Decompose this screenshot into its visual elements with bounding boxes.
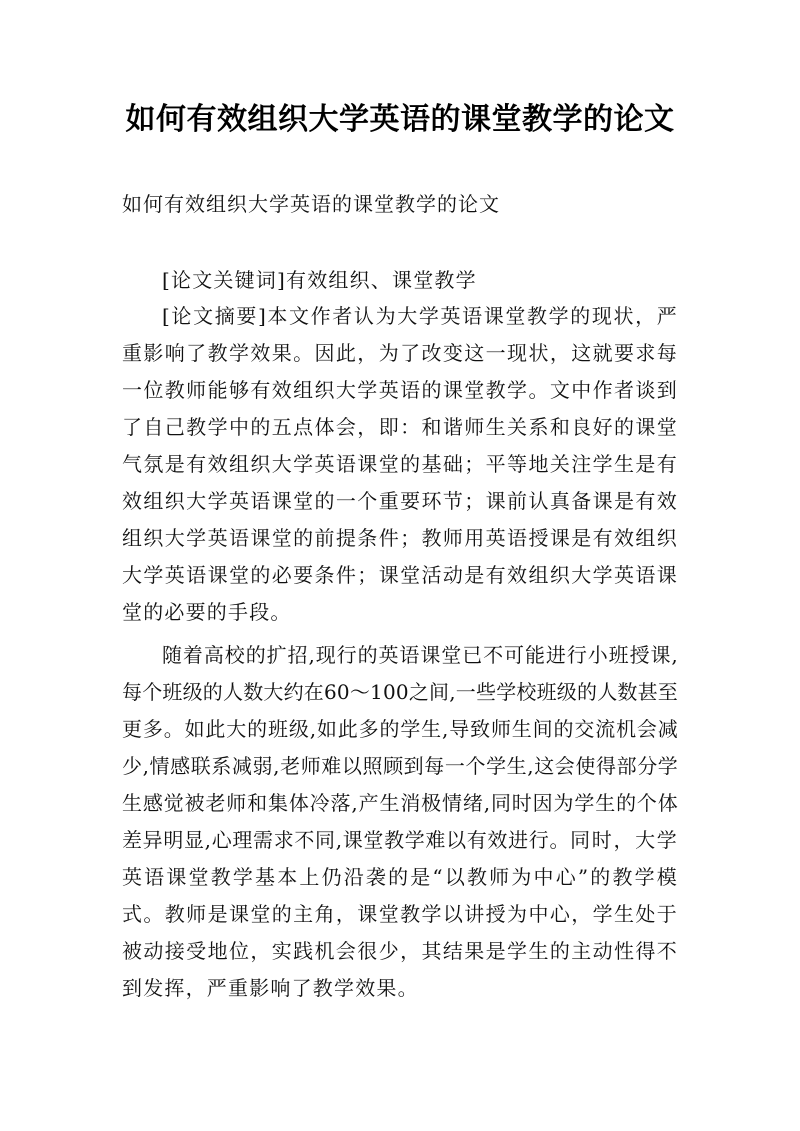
body-paragraph	[122, 637, 678, 1007]
document-subtitle: 如何有效组织大学英语的课堂教学的论文	[122, 192, 500, 216]
abstract-paragraph: [论文摘要]本文作者认为大学英语课堂教学的现状，严重影响了教学效果。因此，为了改变这一现状，这就要求每一位教师能够有效组织大学英语的课堂教学。文中作者谈到了自己教学中的五点体会，即：和谐师生关系和良好的课堂气氛是有效组织大学英语课堂的基础；平等地关注学生是有效组织大学英语课堂的一个重要环节；课前认真备课是有效组织大学英语课堂的前提条件；教师用英语授课是有效组织大学英语课堂的必要条件；课堂活动是有效组织大学英语课堂的必要的手段。	[122, 304, 678, 624]
body-paragraph-part-1: 随着高校的扩招,现行的英语课堂已不可能进行小班授课,每个班级的人数大约在60～100之间,一些学校班级的人数甚至更多。如此大的班级,如此多的学生,导致师生间的交流机会减少,情感联系减弱,老师难以照顾到每一个学生,这会使得部分学生感觉被老师和集体冷落,产生消极情绪,同时因为学生的个体差异明显,心理需求不同,课堂教学难以有效进行。	[122, 643, 678, 852]
keywords-paragraph: [论文关键词]有效组织、课堂教学	[162, 268, 477, 292]
document-title: 如何有效组织大学英语的课堂教学的论文	[125, 102, 675, 137]
body-paragraph-part-2: 同时，大学英语课堂教学基本上仍沿袭的是“以教师为中心”的教学模式。教师是课堂的主角，课堂教学以讲授为中心，学生处于被动接受地位，实践机会很少，其结果是学生的主动性得不到发挥，严重影响了教学效果。	[122, 828, 678, 1000]
